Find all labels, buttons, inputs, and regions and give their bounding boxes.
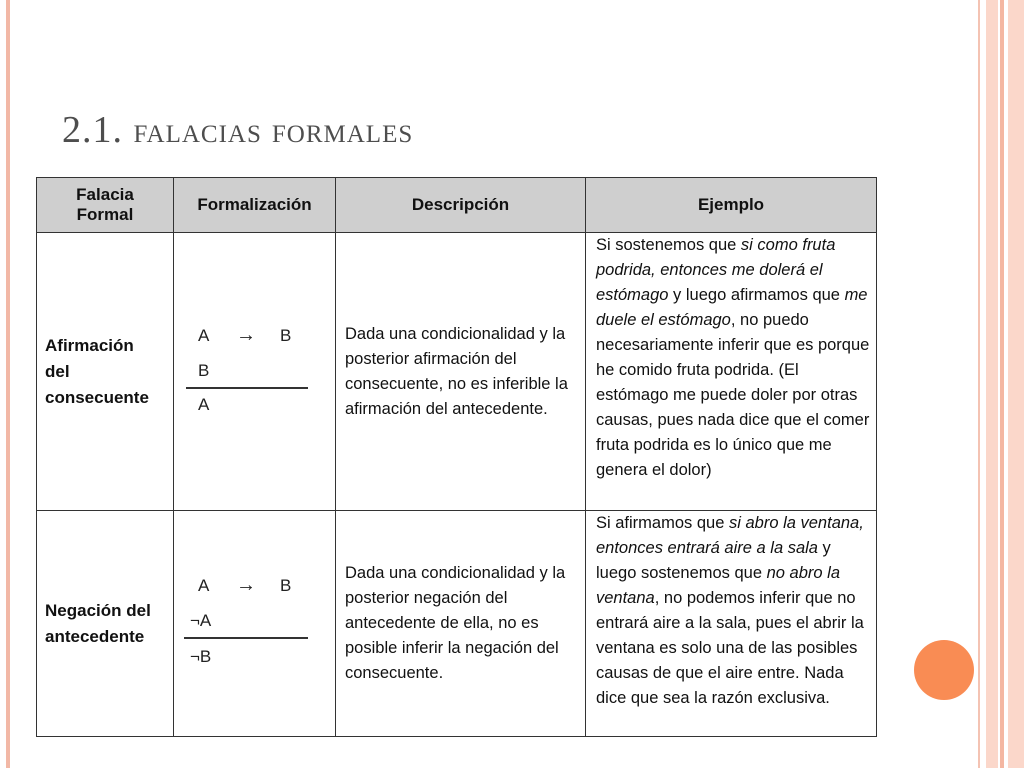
header-descripcion: Descripción bbox=[336, 178, 586, 233]
implies-arrow-icon: → bbox=[236, 324, 256, 346]
row-2-example bbox=[586, 511, 877, 737]
table-row bbox=[37, 233, 877, 511]
fallacy-name-line: Afirmación bbox=[45, 335, 134, 355]
fallacies-table bbox=[36, 177, 877, 737]
title-text: falacias formales bbox=[133, 110, 414, 150]
premise-antecedent: A bbox=[198, 326, 210, 345]
inference-line bbox=[186, 387, 308, 389]
row-1-fallacy-name bbox=[37, 233, 174, 511]
premise-consequent: B bbox=[280, 576, 292, 595]
right-frame-stripe bbox=[978, 0, 980, 768]
premise-antecedent: A bbox=[198, 576, 210, 595]
header-falacia-line2: Formal bbox=[76, 205, 134, 224]
fallacy-name-line: del bbox=[45, 361, 70, 381]
example-italic-text: si como fruta podrida, entonces me dolerá el estómago bbox=[596, 236, 836, 304]
title-number: 2.1. bbox=[62, 109, 123, 151]
formula-block bbox=[174, 511, 335, 736]
header-falacia-line1: Falacia bbox=[76, 185, 134, 204]
header-formalizacion: Formalización bbox=[174, 178, 336, 233]
inference-line bbox=[184, 637, 308, 639]
example-text: y luego afirmamos que bbox=[668, 286, 845, 304]
fallacy-name-line: consecuente bbox=[45, 387, 149, 407]
row-1-formalization bbox=[174, 233, 336, 511]
example-text: , no podemos inferir que no entrará aire a la sala, pues el abrir la ventana es solo una de las posibles causas de que el aire entre. Nada dice que sea la razón exclusiva. bbox=[596, 589, 864, 707]
right-frame-stripe bbox=[1008, 0, 1024, 768]
left-frame-stripe bbox=[6, 0, 10, 768]
table-header-row bbox=[37, 178, 877, 233]
formula-block bbox=[174, 233, 335, 510]
second-premise: ¬A bbox=[190, 611, 212, 630]
row-1-example bbox=[586, 233, 877, 511]
row-1-description: Dada una condicionalidad y la posterior afirmación del consecuente, no es inferible la afirmación del antecedente. bbox=[336, 233, 586, 511]
header-falacia-formal bbox=[37, 178, 174, 233]
second-premise: B bbox=[198, 361, 210, 380]
example-italic-text: me duele el estómago bbox=[596, 286, 868, 329]
row-2-formalization bbox=[174, 511, 336, 737]
slide-title bbox=[62, 108, 413, 152]
accent-circle bbox=[914, 640, 974, 700]
example-italic-text: si abro la ventana, entonces entrará aire a la sala bbox=[596, 514, 864, 557]
header-ejemplo: Ejemplo bbox=[586, 178, 877, 233]
conclusion: ¬B bbox=[190, 647, 212, 666]
example-text: , no puedo necesariamente inferir que es porque he comido fruta podrida. (El estómago me puede doler por otras causas, pues nada dice que el comer fruta podrida es lo único que me genera el dolor) bbox=[596, 311, 870, 479]
table-row bbox=[37, 511, 877, 737]
conclusion: A bbox=[198, 395, 210, 414]
example-text: Si sostenemos que bbox=[596, 236, 741, 254]
row-2-description: Dada una condicionalidad y la posterior negación del antecedente de ella, no es posible inferir la negación del consecuente. bbox=[336, 511, 586, 737]
fallacy-name-line: antecedente bbox=[45, 626, 145, 646]
example-italic-text: no abro la ventana bbox=[596, 564, 841, 607]
right-frame-stripe bbox=[1000, 0, 1004, 768]
implies-arrow-icon: → bbox=[236, 574, 256, 596]
premise-consequent: B bbox=[280, 326, 292, 345]
example-text: y luego sostenemos que bbox=[596, 539, 831, 582]
right-frame-stripe bbox=[986, 0, 998, 768]
fallacy-name-line: Negación del bbox=[45, 600, 151, 620]
example-text: Si afirmamos que bbox=[596, 514, 729, 532]
row-2-fallacy-name bbox=[37, 511, 174, 737]
